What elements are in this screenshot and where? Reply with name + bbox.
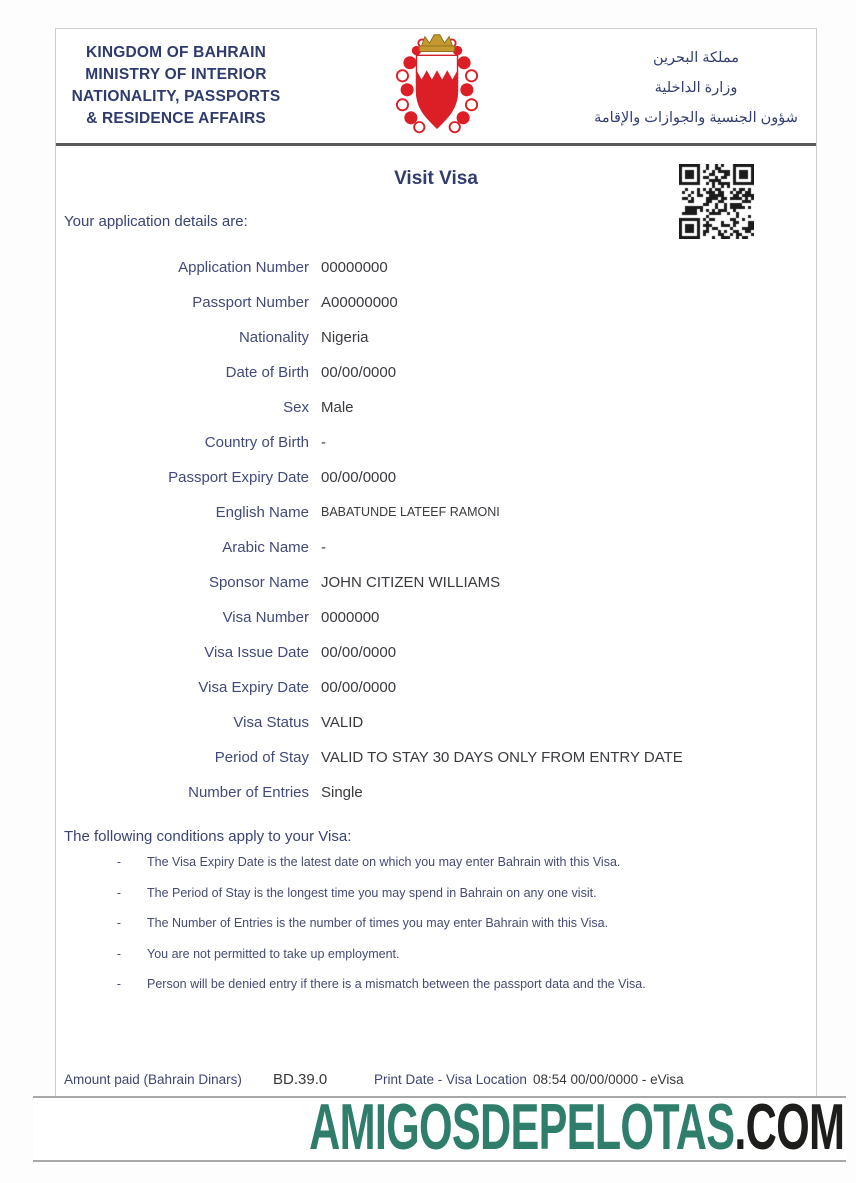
field-row-passport-number	[64, 285, 804, 320]
field-row-date-of-birth	[64, 355, 804, 390]
field-value: Male	[321, 399, 354, 416]
intro-text: Your application details are:	[64, 213, 248, 230]
condition-item	[56, 939, 796, 970]
field-value: 00/00/0000	[321, 364, 397, 381]
field-value: -	[321, 434, 326, 451]
field-row-country-of-birth	[64, 425, 804, 460]
page-title: Visit Visa	[394, 168, 478, 189]
field-label: Passport Number	[192, 294, 309, 311]
field-row-visa-issue-date	[64, 635, 804, 670]
field-row-english-name	[64, 495, 804, 530]
field-row-passport-expiry	[64, 460, 804, 495]
bullet-dash: -	[116, 855, 121, 869]
condition-item	[56, 847, 796, 878]
watermark-band	[33, 1090, 846, 1164]
field-row-sponsor-name	[64, 565, 804, 600]
condition-item	[56, 878, 796, 909]
field-value: VALID TO STAY 30 DAYS ONLY FROM ENTRY DATE	[321, 749, 683, 766]
field-value: 00/00/0000	[321, 469, 397, 486]
bullet-dash: -	[116, 916, 121, 930]
document-page	[55, 28, 817, 1098]
field-label: Number of Entries	[188, 784, 309, 801]
application-details	[64, 250, 804, 810]
field-value: A00000000	[321, 294, 398, 311]
bullet-dash: -	[116, 977, 121, 991]
condition-text: Person will be denied entry if there is a mismatch between the passport data and the Visa.	[147, 977, 646, 991]
field-row-visa-number	[64, 600, 804, 635]
field-value: 00/00/0000	[321, 644, 397, 661]
field-value: JOHN CITIZEN WILLIAMS	[321, 574, 501, 591]
condition-text: The Period of Stay is the longest time you may spend in Bahrain on any one visit.	[147, 885, 597, 900]
field-label: Visa Status	[233, 714, 309, 731]
field-label: Application Number	[178, 259, 309, 276]
field-label: Period of Stay	[214, 749, 309, 766]
print-date-label: Print Date - Visa Location	[374, 1072, 527, 1087]
field-row-visa-expiry-date	[64, 670, 804, 705]
watermark-tld: .COM	[734, 1090, 844, 1164]
field-value: VALID	[321, 714, 364, 731]
bahrain-coat-of-arms-icon	[389, 31, 485, 143]
field-row-nationality	[64, 320, 804, 355]
ministry-name-block	[56, 42, 296, 130]
field-row-arabic-name	[64, 530, 804, 565]
field-value: 0000000	[321, 609, 380, 626]
field-label: Arabic Name	[222, 539, 309, 556]
condition-text: The Number of Entries is the number of times you may enter Bahrain with this Visa.	[147, 916, 609, 930]
ministry-name-arabic-block	[576, 43, 816, 133]
condition-text: You are not permitted to take up employment.	[147, 946, 400, 961]
field-value: 00/00/0000	[321, 679, 397, 696]
condition-item	[56, 969, 796, 1000]
ministry-line: NATIONALITY, PASSPORTS	[71, 88, 281, 105]
field-label: Visa Expiry Date	[198, 679, 309, 696]
field-row-number-of-entries	[64, 775, 804, 810]
qr-code	[679, 164, 754, 239]
field-value: -	[321, 539, 326, 556]
amount-paid-label: Amount paid (Bahrain Dinars)	[64, 1072, 242, 1087]
condition-text: The Visa Expiry Date is the latest date on which you may enter Bahrain with this Visa.	[147, 855, 621, 869]
field-label: Passport Expiry Date	[168, 469, 309, 486]
print-date-value: 08:54 00/00/0000 - eVisa	[533, 1072, 684, 1087]
header-divider	[56, 143, 816, 146]
ministry-line: MINISTRY OF INTERIOR	[85, 66, 267, 83]
field-value: BABATUNDE LATEEF RAMONI	[321, 505, 500, 519]
bullet-dash: -	[116, 946, 121, 961]
field-value: Single	[321, 784, 363, 801]
field-label: Country of Birth	[204, 434, 309, 451]
ministry-arabic-line: مملكة البحرين	[652, 50, 740, 66]
field-label: Nationality	[238, 329, 309, 346]
watermark-site-name: AMIGOSDEPELOTAS	[308, 1090, 735, 1164]
ministry-line: KINGDOM OF BAHRAIN	[85, 44, 267, 61]
footer-row	[56, 1070, 816, 1090]
conditions-heading: The following conditions apply to your Visa:	[64, 828, 352, 845]
ministry-arabic-line: شؤون الجنسية والجوازات والإقامة	[594, 110, 798, 126]
field-row-visa-status	[64, 705, 804, 740]
field-row-period-of-stay	[64, 740, 804, 775]
field-label: Visa Issue Date	[204, 644, 309, 661]
field-value: Nigeria	[321, 329, 369, 346]
field-label: Visa Number	[222, 609, 309, 626]
watermark-text	[309, 1090, 844, 1165]
conditions-list	[56, 847, 796, 1000]
bullet-dash: -	[116, 885, 121, 900]
field-label: English Name	[215, 504, 309, 521]
condition-item	[56, 908, 796, 939]
field-row-sex	[64, 390, 804, 425]
field-value: 00000000	[321, 259, 388, 276]
ministry-line: & RESIDENCE AFFAIRS	[86, 110, 266, 127]
field-row-application-number	[64, 250, 804, 285]
amount-paid-value: BD.39.0	[273, 1071, 328, 1088]
field-label: Sex	[283, 399, 309, 416]
field-label: Sponsor Name	[208, 574, 309, 591]
field-label: Date of Birth	[225, 364, 309, 381]
ministry-arabic-line: وزارة الداخلية	[654, 80, 738, 96]
